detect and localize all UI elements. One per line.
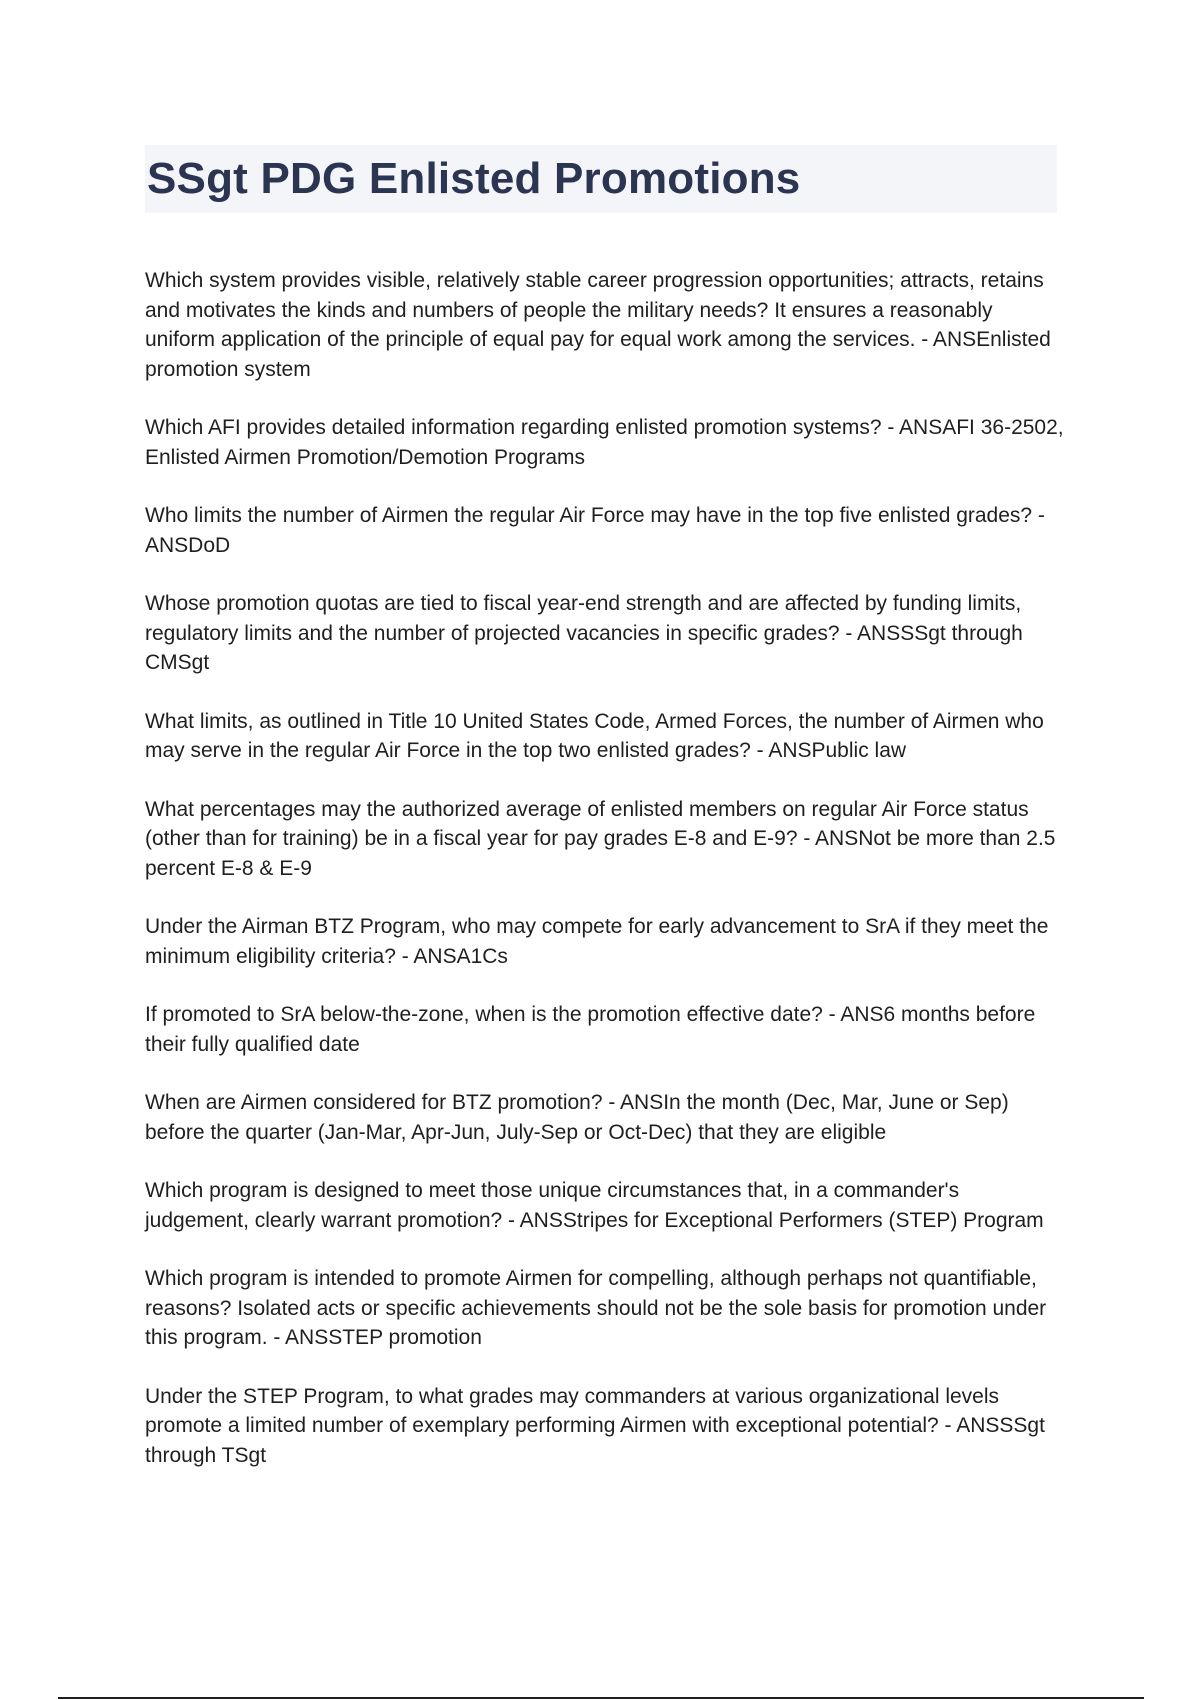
qa-item: Which program is designed to meet those unique circumstances that, in a commander's judgement, clearly warrant promotion? - ANSStripes for Exceptional Performers (STEP) Program (145, 1179, 1044, 1232)
footer-rule (58, 1697, 1144, 1699)
qa-item: Who limits the number of Airmen the regular Air Force may have in the top five enlisted grades? - ANSDoD (145, 504, 1045, 557)
qa-item: What percentages may the authorized average of enlisted members on regular Air Force status (other than for training) be in a fiscal year for pay grades E-8 and E-9? - ANSNot be more than 2.5 percent E-8 & E-9 (145, 797, 1056, 880)
qa-item: Which AFI provides detailed information regarding enlisted promotion systems? - ANSAFI 36-2502, Enlisted Airmen Promotion/Demotion Programs (145, 416, 1064, 469)
qa-item: Whose promotion quotas are tied to fiscal year-end strength and are affected by funding limits, regulatory limits and the number of projected vacancies in specific grades? - ANSSSgt through CMSgt (145, 592, 1023, 674)
page-title: SSgt PDG Enlisted Promotions (147, 154, 801, 203)
qa-list (145, 266, 1065, 1499)
qa-item: Under the STEP Program, to what grades may commanders at various organizational levels promote a limited number of exemplary performing Airmen with exceptional potential? - ANSSSgt through TSgt (145, 1384, 1045, 1467)
qa-item: Which system provides visible, relatively stable career progression opportunities; attracts, retains and motivates the kinds and numbers of people the military needs? It ensures a reasonably uniform application of the principle of equal pay for equal work among the services. - ANSEnlisted promotion system (145, 269, 1051, 381)
qa-item: What limits, as outlined in Title 10 United States Code, Armed Forces, the number of Airmen who may serve in the regular Air Force in the top two enlisted grades? - ANSPublic law (145, 709, 1044, 762)
qa-item: Which program is intended to promote Airmen for compelling, although perhaps not quantifiable, reasons? Isolated acts or specific achievements should not be the sole basis for promotion under this program. - ANSSTEP promotion (145, 1267, 1047, 1349)
qa-item: When are Airmen considered for BTZ promotion? - ANSIn the month (Dec, Mar, June or Sep) before the quarter (Jan-Mar, Apr-Jun, July-Sep or Oct-Dec) that they are eligible (145, 1091, 1009, 1144)
title-band (145, 145, 1057, 213)
qa-item: Under the Airman BTZ Program, who may compete for early advancement to SrA if they meet the minimum eligibility criteria? - ANSA1Cs (145, 915, 1049, 968)
qa-item: If promoted to SrA below-the-zone, when is the promotion effective date? - ANS6 months before their fully qualified date (145, 1003, 1036, 1056)
